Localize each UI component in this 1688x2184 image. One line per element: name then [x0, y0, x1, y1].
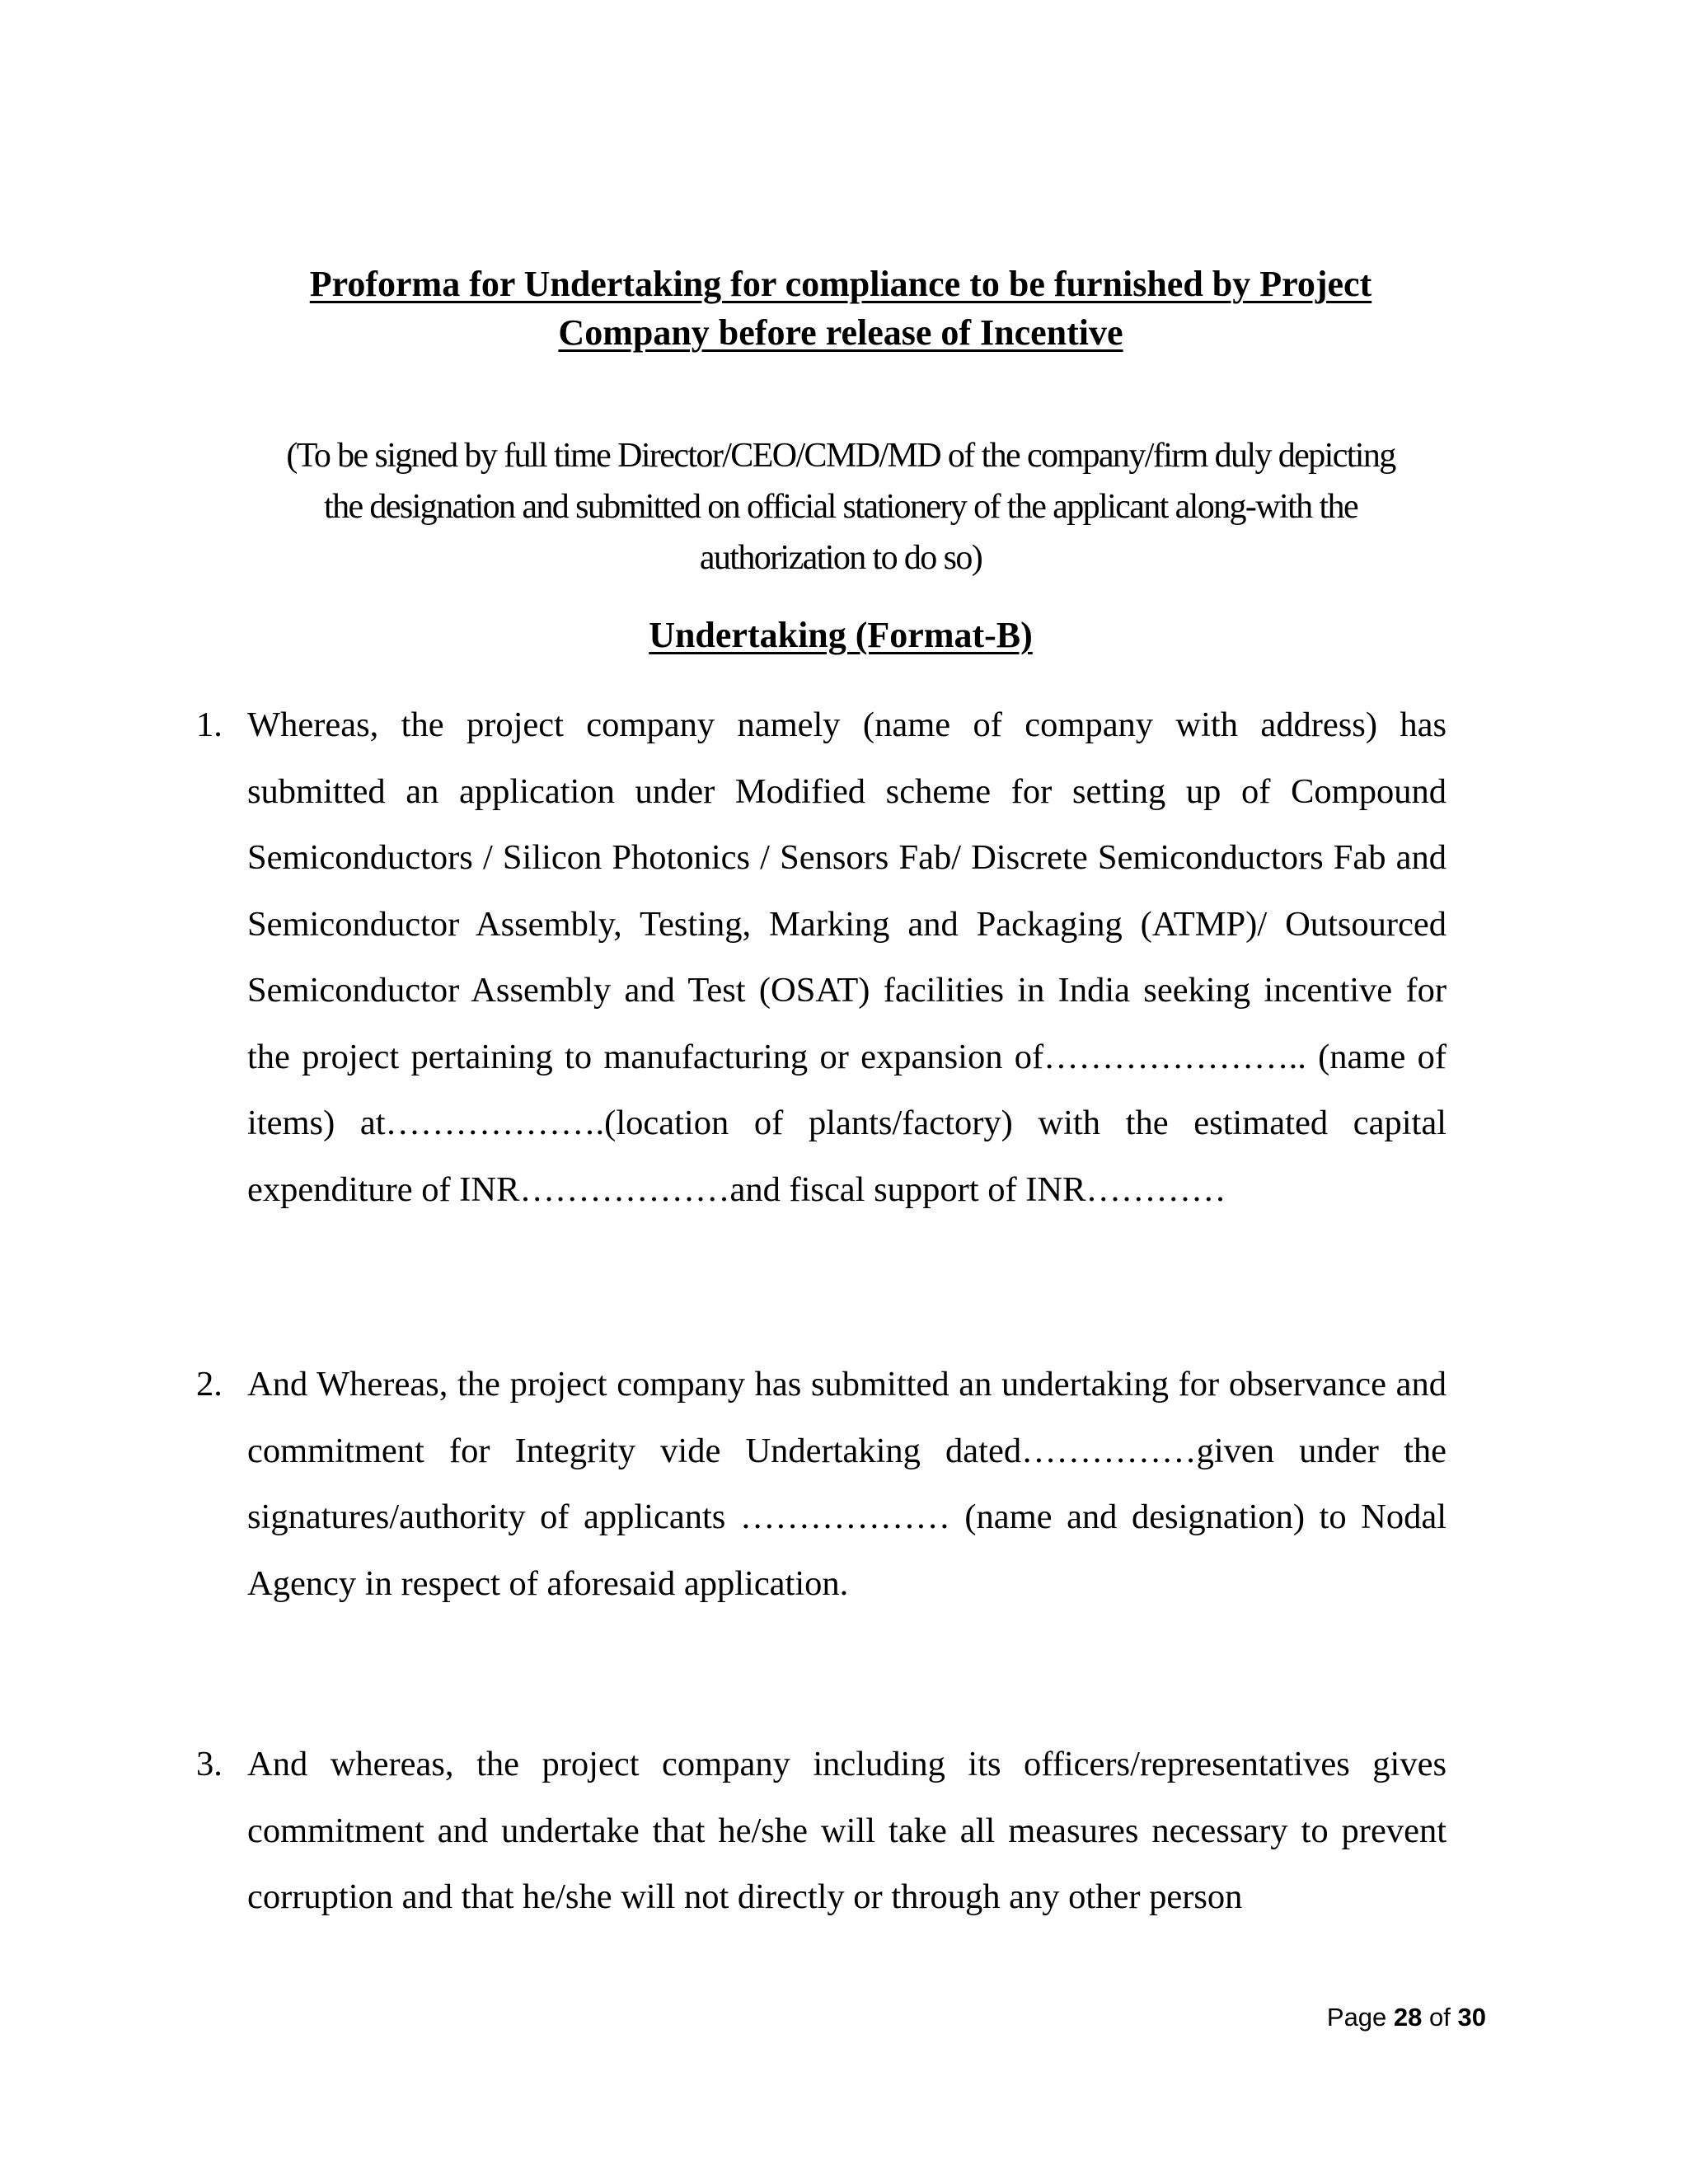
- signing-instructions-line-2: the designation and submitted on official stationery of the applicant along-with the: [324, 488, 1357, 526]
- signing-instructions-line-3: authorization to do so): [699, 539, 982, 577]
- clause-2-text: And Whereas, the project company has submitted an undertaking for observance and commitment for Integrity vide Undertaking dated……………given under the signatures/authority of applicants ……………… (name and designation) to Nodal Agency in respect of aforesaid application.: [247, 1365, 1447, 1603]
- clause-2: [196, 1352, 1447, 1617]
- signing-instructions: [198, 430, 1484, 583]
- clause-2-number: 2.: [196, 1365, 223, 1404]
- of-label: of: [1429, 2003, 1451, 2032]
- document-title-line-1: Proforma for Undertaking for compliance to be furnished by Project: [309, 264, 1372, 304]
- page-number: 28: [1393, 2003, 1423, 2032]
- page-label: Page: [1326, 2003, 1387, 2032]
- clause-3-text: And whereas, the project company including its officers/representatives gives commitment and undertake that he/she will take all measures necessary to prevent corruption and that he/she will not directly or through any other person: [247, 1745, 1447, 1916]
- clause-1-number: 1.: [196, 705, 223, 744]
- clause-3-number: 3.: [196, 1745, 223, 1783]
- undertaking-heading: Undertaking (Format-B): [649, 615, 1033, 655]
- clause-3: [196, 1732, 1447, 1931]
- clause-1: [196, 692, 1447, 1223]
- clause-1-text: Whereas, the project company namely (name of company with address) has submitted an application under Modified scheme for setting up of Compound Semiconductors / Silicon Photonics / Sensors Fab/ Discrete Semiconductors Fab and Semiconductor Assembly, Testing, Marking and Packaging (ATMP)/ Outsourced Semiconductor Assembly and Test (OSAT) facilities in India seeking incentive for the project pertaining to manufacturing or expansion of………………….. (name of items) at……………….(location of plants/factory) with the estimated capital expenditure of INR………………and fiscal support of INR…………: [247, 705, 1447, 1209]
- page-footer: [1327, 2001, 1486, 2034]
- document-title-line-2: Company before release of Incentive: [558, 312, 1123, 353]
- total-pages: 30: [1457, 2003, 1486, 2032]
- signing-instructions-line-1: (To be signed by full time Director/CEO/CMD/MD of the company/firm duly depicting: [286, 437, 1395, 475]
- document-title: [165, 260, 1517, 357]
